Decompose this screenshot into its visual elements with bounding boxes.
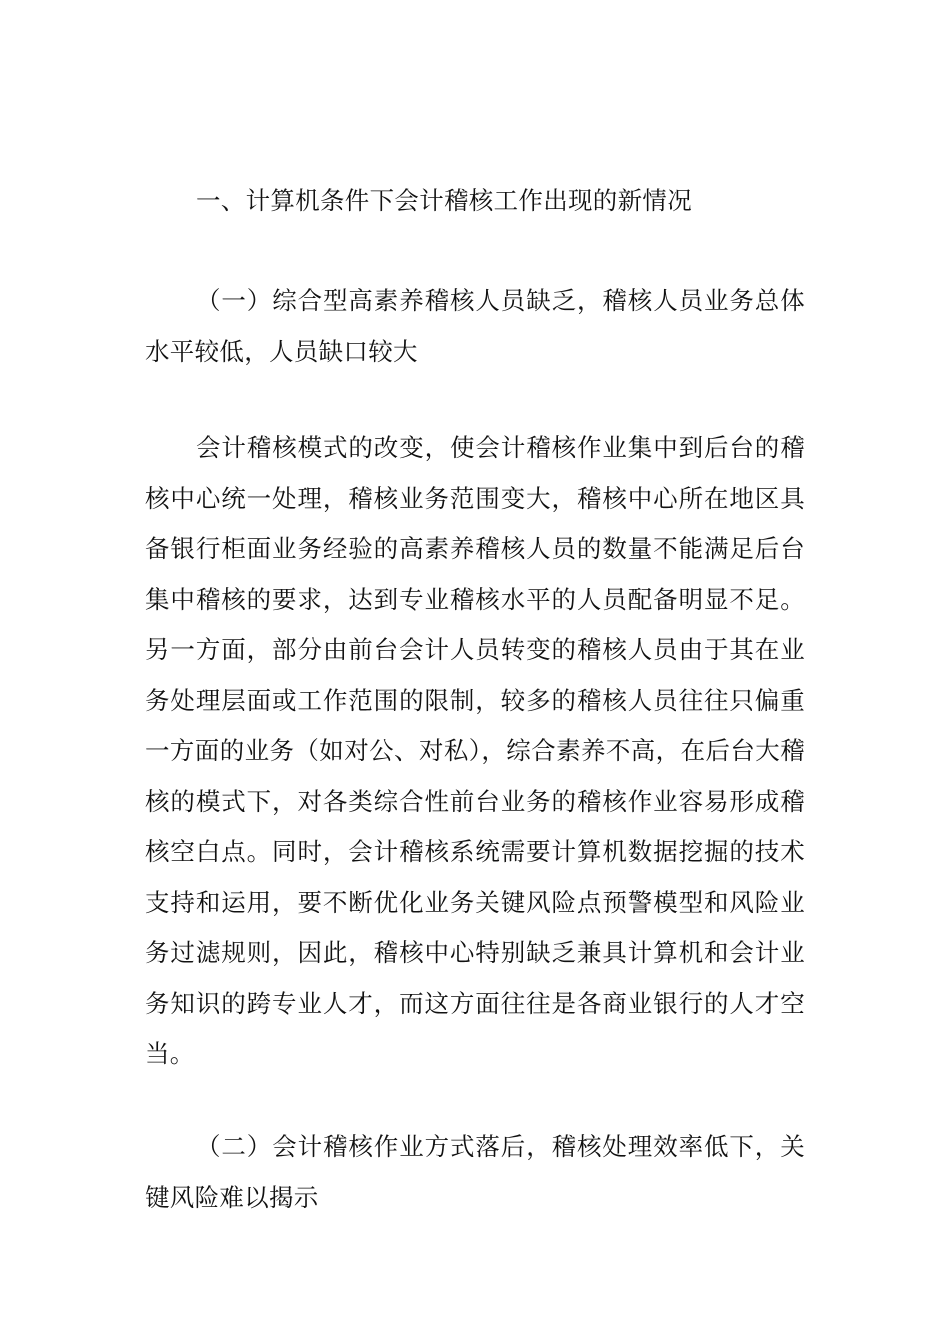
- subheading-staff-shortage: （一）综合型高素养稽核人员缺乏，稽核人员业务总体水平较低，人员缺口较大: [145, 286, 805, 366]
- section-heading: 一、计算机条件下会计稽核工作出现的新情况: [196, 186, 692, 215]
- body-paragraph: 会计稽核模式的改变，使会计稽核作业集中到后台的稽核中心统一处理，稽核业务范围变大，稽核中心所在地区具备银行柜面业务经验的高素养稽核人员的数量不能满足后台集中稽核的要求，达到专业稽核水平的人员配备明显不足。另一方面，部分由前台会计人员转变的稽核人员由于其在业务处理层面或工作范围的限制，较多的稽核人员往往只偏重一方面的业务（如对公、对私），综合素养不高，在后台大稽核的模式下，对各类综合性前台业务的稽核作业容易形成稽核空白点。同时，会计稽核系统需要计算机数据挖掘的技术支持和运用，要不断优化业务关键风险点预警模型和风险业务过滤规则，因此，稽核中心特别缺乏兼具计算机和会计业务知识的跨专业人才，而这方面往往是各商业银行的人才空当。: [145, 433, 805, 1068]
- subheading-audit-methods: （二）会计稽核作业方式落后，稽核处理效率低下，关键风险难以揭示: [145, 1132, 805, 1212]
